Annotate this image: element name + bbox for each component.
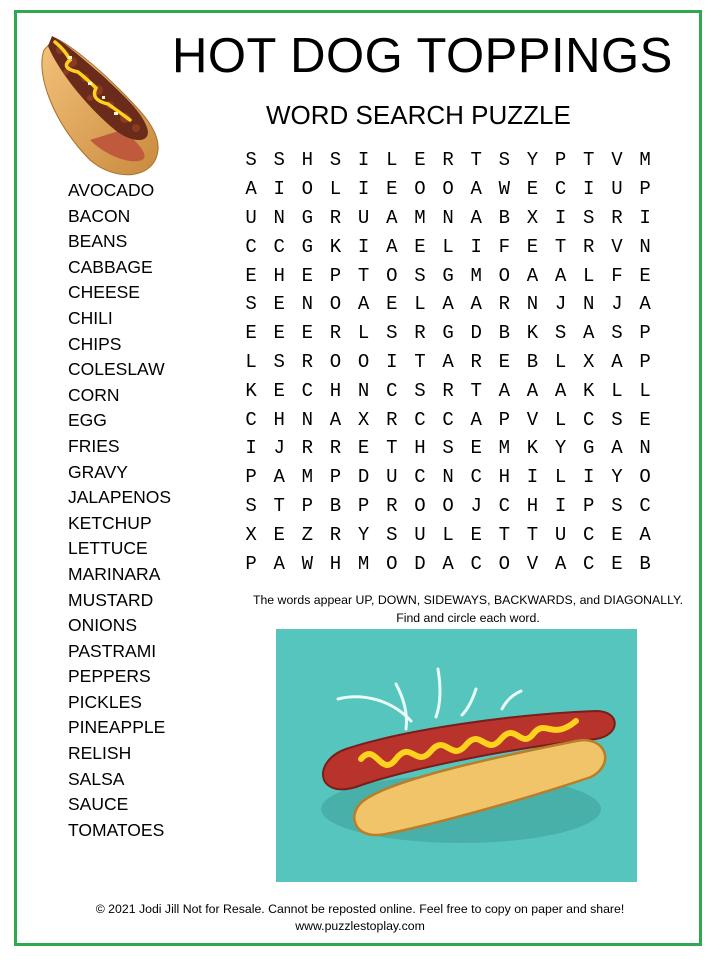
word-item: FRIES [68,435,120,456]
grid-letter[interactable]: H [526,494,539,517]
grid-letter[interactable]: T [583,149,595,172]
grid-letter[interactable]: S [583,206,595,229]
grid-letter[interactable]: A [498,379,511,402]
word-item: GRAVY [68,461,128,482]
grid-letter[interactable]: R [329,523,342,546]
grid-letter[interactable]: S [245,494,257,517]
word-item: CABBAGE [68,256,153,277]
grid-letter[interactable]: O [329,350,342,373]
grid-letter[interactable]: R [329,437,342,460]
grid-letter[interactable]: C [583,523,595,546]
grid-letter[interactable]: X [583,350,595,373]
grid-letter[interactable]: Y [611,466,623,489]
grid-letter[interactable]: A [273,466,285,489]
word-item: ONIONS [68,615,138,636]
grid-letter[interactable]: V [611,149,623,172]
grid-letter[interactable]: E [386,293,398,316]
grid-letter[interactable]: O [329,293,342,316]
grid-letter[interactable]: N [301,293,314,316]
word-item: CHIPS [68,333,122,354]
grid-letter[interactable]: L [583,264,595,287]
grid-letter[interactable]: I [583,466,595,489]
grid-letter[interactable]: R [442,149,454,172]
grid-letter[interactable]: N [442,466,454,489]
word-item: JALAPENOS [68,487,172,508]
grid-letter[interactable]: A [470,293,482,316]
grid-letter[interactable]: L [245,350,257,373]
grid-letter[interactable]: N [357,379,370,402]
word-item: TOMATOES [68,819,165,840]
grid-letter[interactable]: C [245,408,257,431]
grid-letter[interactable]: G [442,264,454,287]
grid-letter[interactable]: E [386,178,398,201]
grid-letter[interactable]: L [554,350,567,373]
word-item: MUSTARD [68,589,154,610]
grid-letter[interactable]: D [414,552,426,575]
grid-letter[interactable]: A [639,523,651,546]
grid-letter[interactable]: E [301,264,314,287]
grid-letter[interactable]: A [583,322,595,345]
grid-letter[interactable]: T [470,149,482,172]
grid-letter[interactable]: U [245,206,257,229]
grid-letter[interactable]: R [386,494,398,517]
word-item: AVOCADO [68,180,155,200]
grid-letter[interactable]: E [470,523,482,546]
grid-letter[interactable]: E [245,264,257,287]
grid-letter[interactable]: E [611,552,623,575]
grid-letter[interactable]: G [301,206,314,229]
grid-letter[interactable]: P [329,466,342,489]
grid-letter[interactable]: S [414,264,426,287]
grid-letter[interactable]: O [442,178,454,201]
grid-letter[interactable]: E [273,523,285,546]
grid-letter[interactable]: V [526,552,539,575]
grid-letter[interactable]: C [245,235,257,258]
grid-letter[interactable]: M [357,552,370,575]
instructions [238,591,698,627]
grid-letter[interactable]: B [498,206,511,229]
grid-letter[interactable]: S [442,437,454,460]
grid-letter[interactable]: A [526,264,539,287]
grid-letter[interactable]: E [639,264,651,287]
chili-hot-dog-image [30,20,165,180]
grid-letter[interactable]: O [414,494,426,517]
grid-letter[interactable]: O [301,178,314,201]
grid-letter[interactable]: D [357,466,370,489]
grid-letter[interactable]: I [273,178,285,201]
grid-letter[interactable]: Y [554,437,567,460]
footer [40,901,680,935]
grid-letter[interactable]: T [554,235,567,258]
grid-letter[interactable]: E [498,350,511,373]
grid-letter[interactable]: I [357,178,370,201]
grid-letter[interactable]: A [442,350,454,373]
grid-letter[interactable]: S [386,523,398,546]
grid-letter[interactable]: A [470,206,482,229]
grid-letter[interactable]: J [470,494,482,517]
grid-letter[interactable]: L [386,149,398,172]
grid-letter[interactable]: U [386,466,398,489]
grid-letter[interactable]: L [554,408,567,431]
word-item: EGG [68,410,107,431]
grid-letter[interactable]: I [357,149,370,172]
grid-letter[interactable]: O [386,264,398,287]
word-item: CORN [68,384,120,405]
word-item: MARINARA [68,563,161,584]
word-item: PASTRAMI [68,640,157,661]
grid-letter[interactable]: H [301,149,314,172]
grid-letter[interactable]: C [470,466,482,489]
grid-letter[interactable]: L [554,466,567,489]
grid-letter[interactable]: X [245,523,257,546]
word-item: RELISH [68,743,132,764]
grid-letter[interactable]: N [639,235,651,258]
word-item: BACON [68,205,131,226]
grid-letter[interactable]: T [386,437,398,460]
grid-letter[interactable]: A [526,379,539,402]
grid-letter[interactable]: S [498,149,511,172]
grid-letter[interactable]: I [386,350,398,373]
grid-letter[interactable]: D [470,322,482,345]
grid-letter[interactable]: E [273,379,285,402]
grid-letter[interactable]: S [245,149,257,172]
grid-letter[interactable]: T [498,523,511,546]
page-subtitle: WORD SEARCH PUZZLE [266,100,571,130]
grid-letter[interactable]: V [526,408,539,431]
grid-letter[interactable]: L [414,293,426,316]
grid-letter[interactable]: I [554,494,567,517]
grid-letter[interactable]: R [498,293,511,316]
grid-letter[interactable]: P [639,322,651,345]
grid-letter[interactable]: E [357,437,370,460]
grid-letter[interactable]: S [245,293,257,316]
grid-letter[interactable]: P [245,466,257,489]
grid-letter[interactable]: I [357,235,370,258]
grid-letter[interactable]: G [583,437,595,460]
grid-letter[interactable]: Z [301,523,314,546]
instructions-line: Find and circle each word. [396,611,540,625]
grid-letter[interactable]: C [470,552,482,575]
grid-letter[interactable]: A [329,408,342,431]
grid-letter[interactable]: R [470,350,482,373]
word-item: SAUCE [68,794,129,815]
grid-letter[interactable]: F [611,264,623,287]
grid-letter[interactable]: S [554,322,567,345]
grid-letter[interactable]: I [583,178,595,201]
grid-letter[interactable]: O [639,466,651,489]
grid-letter[interactable]: A [554,379,567,402]
grid-letter[interactable]: K [583,379,595,402]
grid-letter[interactable]: O [414,178,426,201]
grid-letter[interactable]: R [583,235,595,258]
grid-letter[interactable]: R [329,322,342,345]
grid-letter[interactable]: H [273,408,285,431]
grid-letter[interactable]: L [611,379,623,402]
grid-letter[interactable]: L [639,379,651,402]
grid-letter[interactable]: J [554,293,567,316]
grid-letter[interactable]: C [273,235,285,258]
grid-letter[interactable]: A [554,552,567,575]
grid-letter[interactable]: L [442,523,454,546]
grid-letter[interactable]: S [611,322,623,345]
grid-letter[interactable]: G [301,235,314,258]
grid-letter[interactable]: R [386,408,398,431]
grid-letter[interactable]: O [442,494,454,517]
grid-letter[interactable]: J [611,293,623,316]
grid-letter[interactable]: I [245,437,257,460]
grid-letter[interactable]: E [526,178,539,201]
grid-letter[interactable]: E [526,235,539,258]
grid-letter[interactable]: K [329,235,342,258]
grid-letter[interactable]: C [301,379,314,402]
grid-letter[interactable]: L [442,235,454,258]
grid-letter[interactable]: B [498,322,511,345]
grid-letter[interactable]: E [414,149,426,172]
grid-letter[interactable]: T [470,379,482,402]
grid-letter[interactable]: P [498,408,511,431]
grid-letter[interactable]: W [301,552,314,575]
grid-letter[interactable]: C [583,408,595,431]
word-item: PICKLES [68,691,142,712]
grid-letter[interactable]: B [526,350,539,373]
grid-letter[interactable]: O [498,552,511,575]
word-item: PINEAPPLE [68,717,166,738]
grid-letter[interactable]: E [470,437,482,460]
hot-dog-icon [276,629,637,882]
grid-letter[interactable]: V [611,235,623,258]
grid-letter[interactable]: R [611,206,623,229]
grid-letter[interactable]: J [273,437,285,460]
grid-letter[interactable]: A [470,178,482,201]
grid-letter[interactable]: T [357,264,370,287]
grid-letter[interactable]: R [329,206,342,229]
page-title: HOT DOG TOPPINGS [172,29,673,83]
grid-letter[interactable]: W [498,178,511,201]
grid-letter[interactable]: P [301,494,314,517]
word-item: PEPPERS [68,666,151,687]
letter-grid [237,146,659,578]
grid-letter[interactable]: C [498,494,511,517]
grid-letter[interactable]: E [273,293,285,316]
grid-letter[interactable]: X [526,206,539,229]
grid-letter[interactable]: N [301,408,314,431]
grid-letter[interactable]: C [386,379,398,402]
grid-letter[interactable]: X [357,408,370,431]
grid-letter[interactable]: Y [526,149,539,172]
grid-letter[interactable]: K [245,379,257,402]
grid-letter[interactable]: L [329,178,342,201]
grid-letter[interactable]: L [357,322,370,345]
website-link[interactable]: www.puzzlestoplay.com [295,919,425,933]
grid-letter[interactable]: I [554,206,567,229]
grid-letter[interactable]: P [245,552,257,575]
word-list [68,178,171,843]
grid-letter[interactable]: E [245,322,257,345]
grid-letter[interactable]: U [611,178,623,201]
word-item: BEANS [68,231,128,252]
grid-letter[interactable]: E [273,322,285,345]
grid-letter[interactable]: E [414,235,426,258]
grid-letter[interactable]: P [357,494,370,517]
grid-letter[interactable]: H [414,437,426,460]
instructions-line: The words appear UP, DOWN, SIDEWAYS, BACKWARDS, and DIAGONALLY. [252,593,684,607]
grid-letter[interactable]: P [554,149,567,172]
grid-letter[interactable]: U [357,206,370,229]
grid-letter[interactable]: O [357,350,370,373]
grid-letter[interactable]: A [442,552,454,575]
grid-letter[interactable]: Y [357,523,370,546]
grid-letter[interactable]: P [329,264,342,287]
grid-letter[interactable]: A [357,293,370,316]
grid-letter[interactable]: N [273,206,285,229]
copyright-text: © 2021 Jodi Jill Not for Resale. Cannot be reposted online. Feel free to copy on paper and share! [95,902,625,916]
grid-letter[interactable]: A [611,437,623,460]
grid-letter[interactable]: A [470,408,482,431]
hot-dog-illustration [276,629,637,882]
grid-letter[interactable]: C [414,408,426,431]
grid-letter[interactable]: H [498,466,511,489]
grid-letter[interactable]: A [273,552,285,575]
grid-letter[interactable]: S [414,379,426,402]
grid-letter[interactable]: T [414,350,426,373]
grid-letter[interactable]: S [611,494,623,517]
grid-letter[interactable]: N [442,206,454,229]
grid-letter[interactable]: K [526,437,539,460]
word-item: SALSA [68,768,125,789]
grid-letter[interactable]: S [273,149,285,172]
grid-letter[interactable]: N [639,437,651,460]
grid-letter[interactable]: R [414,322,426,345]
grid-letter[interactable]: P [583,494,595,517]
grid-letter[interactable]: U [554,523,567,546]
grid-letter[interactable]: C [442,408,454,431]
grid-letter[interactable]: I [639,206,651,229]
grid-letter[interactable]: H [329,379,342,402]
grid-letter[interactable]: I [526,466,539,489]
grid-letter[interactable]: T [273,494,285,517]
grid-letter[interactable]: E [301,322,314,345]
grid-letter[interactable]: H [329,552,342,575]
grid-letter[interactable]: O [498,264,511,287]
grid-letter[interactable]: I [470,235,482,258]
grid-letter[interactable]: A [245,178,257,201]
grid-letter[interactable]: A [554,264,567,287]
grid-letter[interactable]: S [329,149,342,172]
grid-letter[interactable]: E [639,408,651,431]
grid-letter[interactable]: M [414,206,426,229]
word-item: COLESLAW [68,359,165,380]
grid-letter[interactable]: A [386,206,398,229]
grid-letter[interactable]: M [470,264,482,287]
grid-letter[interactable]: K [526,322,539,345]
grid-letter[interactable]: N [583,293,595,316]
grid-letter[interactable]: E [611,523,623,546]
word-item: CHILI [68,307,113,328]
grid-letter[interactable]: P [639,178,651,201]
grid-letter[interactable]: P [639,350,651,373]
word-item: KETCHUP [68,512,152,533]
grid-letter[interactable]: S [611,408,623,431]
grid-letter[interactable]: M [639,149,651,172]
grid-letter[interactable]: M [301,466,314,489]
grid-letter[interactable]: H [273,264,285,287]
grid-letter[interactable]: R [442,379,454,402]
grid-letter[interactable]: M [498,437,511,460]
grid-letter[interactable]: O [386,552,398,575]
grid-letter[interactable]: C [639,494,651,517]
grid-letter[interactable]: C [554,178,567,201]
grid-letter[interactable]: S [273,350,285,373]
grid-letter[interactable]: C [414,466,426,489]
word-item: CHEESE [68,282,140,303]
grid-letter[interactable]: U [414,523,426,546]
grid-letter[interactable]: N [526,293,539,316]
grid-letter[interactable]: C [583,552,595,575]
grid-letter[interactable]: G [442,322,454,345]
grid-letter[interactable]: T [526,523,539,546]
grid-letter[interactable]: R [301,350,314,373]
grid-letter[interactable]: B [329,494,342,517]
grid-letter[interactable]: B [639,552,651,575]
grid-letter[interactable]: A [639,293,651,316]
grid-letter[interactable]: A [386,235,398,258]
grid-letter[interactable]: S [386,322,398,345]
grid-letter[interactable]: A [442,293,454,316]
grid-letter[interactable]: R [301,437,314,460]
grid-letter[interactable]: F [498,235,511,258]
word-item: LETTUCE [68,538,148,559]
grid-letter[interactable]: A [611,350,623,373]
